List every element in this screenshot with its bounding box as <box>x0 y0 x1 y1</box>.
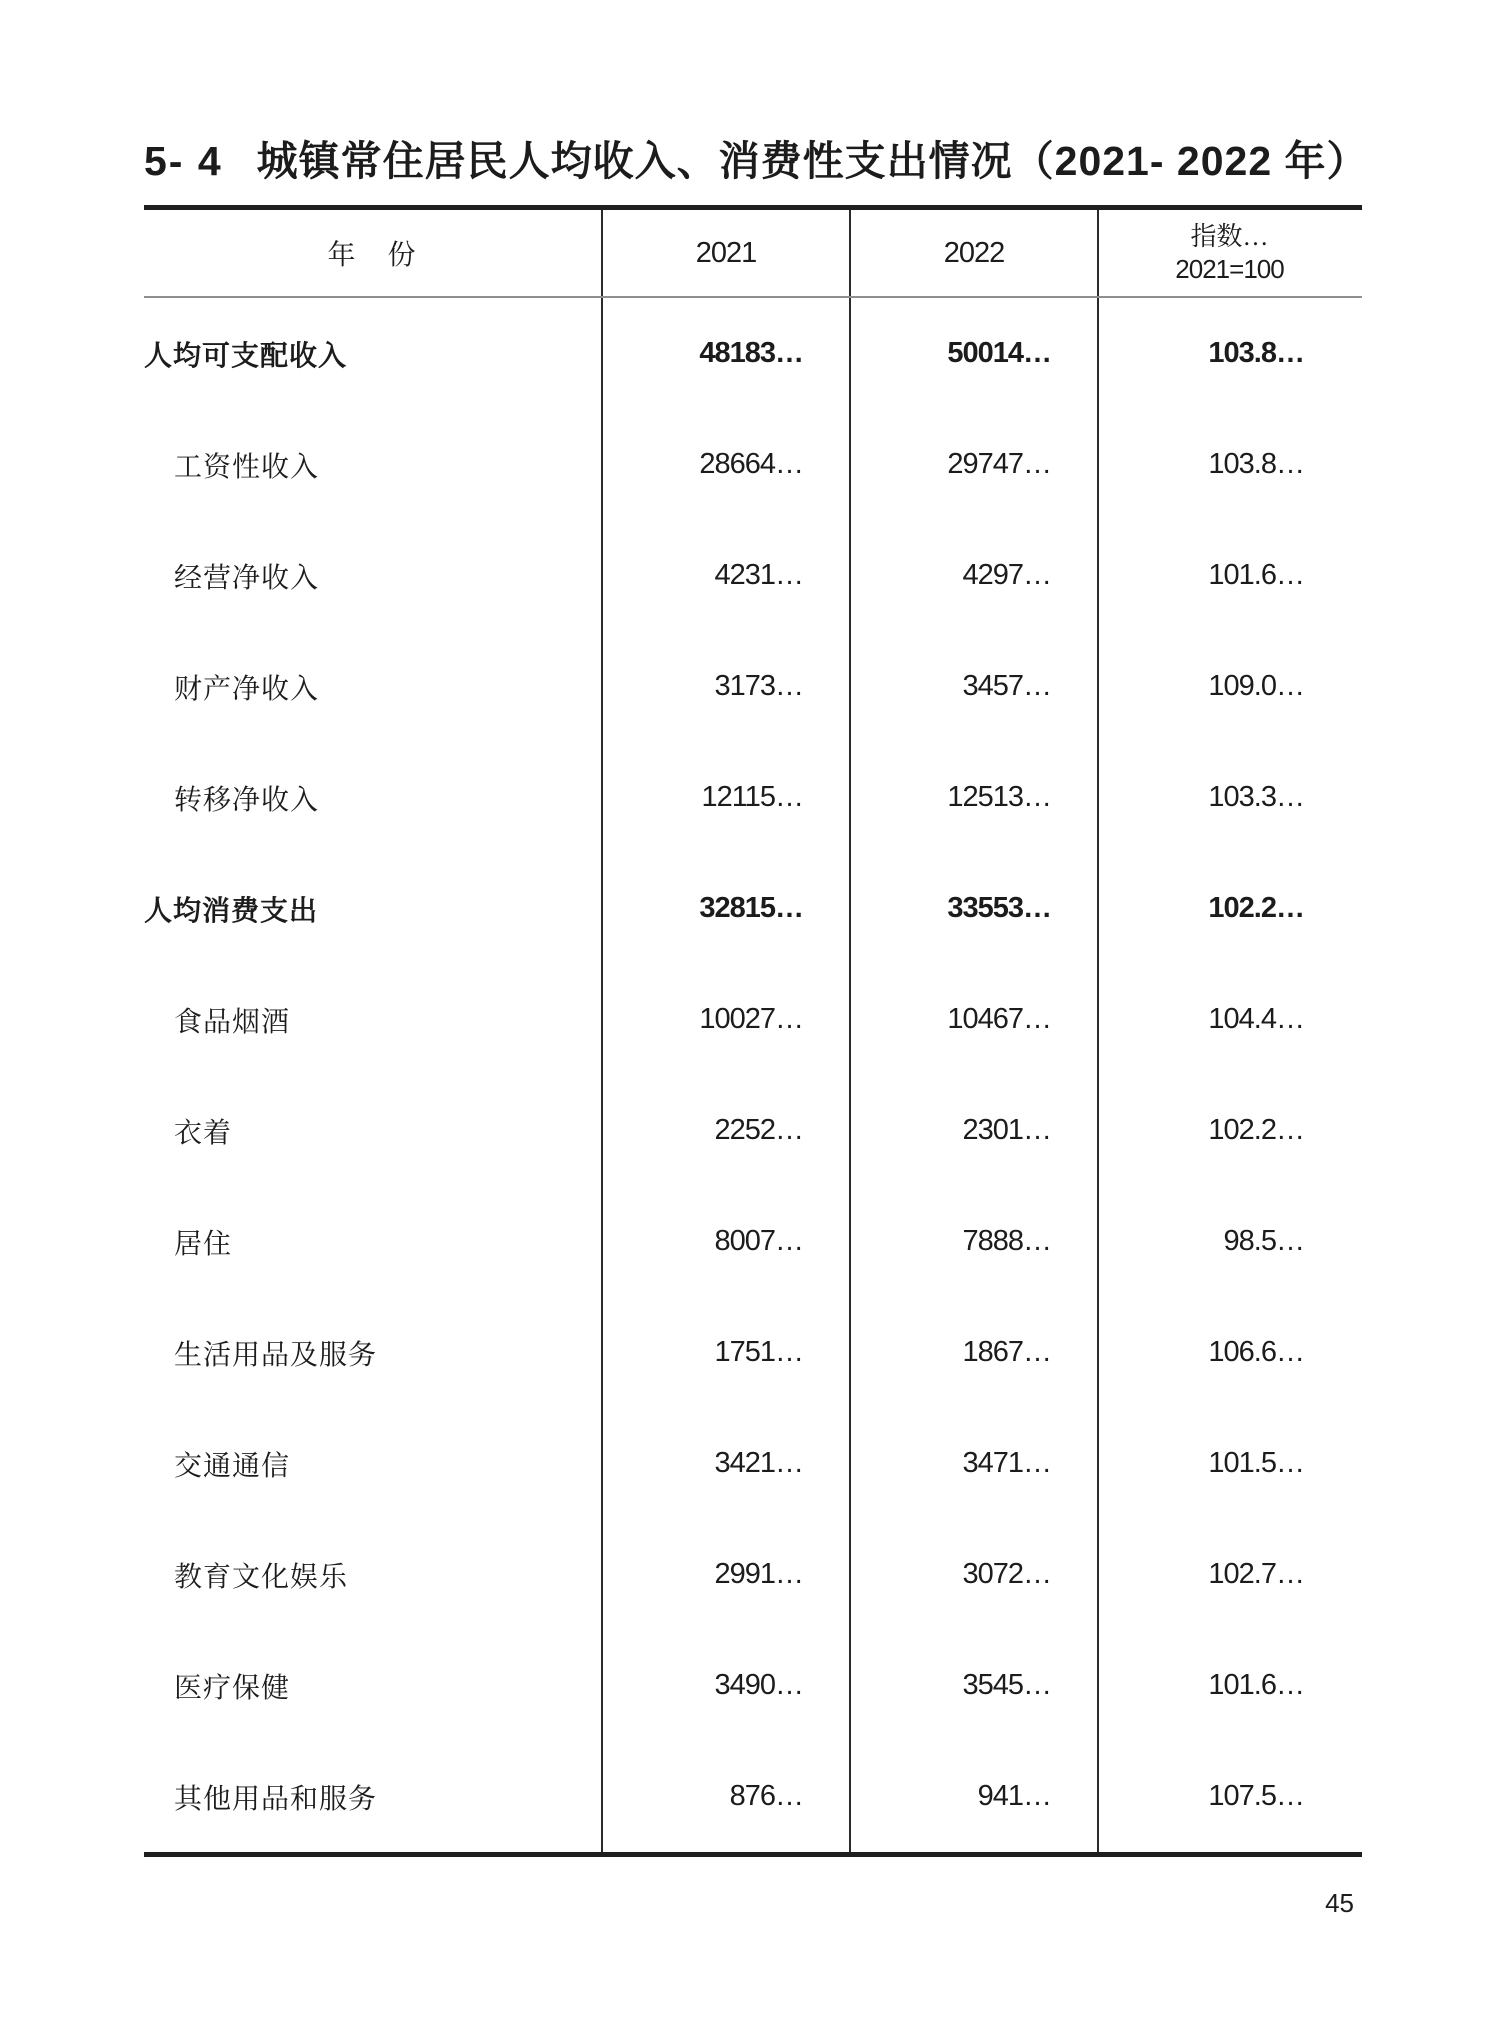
header-index-label <box>1175 221 1283 285</box>
value-2021: 1751… <box>714 1336 803 1368</box>
page-title <box>144 138 1369 184</box>
value-2022: 1867… <box>962 1336 1051 1368</box>
value-2022: 29747… <box>947 448 1051 480</box>
table-row <box>144 409 1362 520</box>
table-row <box>144 1408 1362 1519</box>
table-row <box>144 742 1362 853</box>
table-row <box>144 1186 1362 1297</box>
row-label: 生活用品及服务 <box>174 1339 378 1371</box>
header-index-line2: 2021=100 <box>1175 254 1284 284</box>
row-label: 医疗保健 <box>174 1672 291 1704</box>
row-label: 食品烟酒 <box>174 1006 291 1038</box>
statistics-table <box>144 205 1362 1857</box>
header-year-label: 年 份 <box>327 240 418 271</box>
value-2021: 3173… <box>714 670 803 702</box>
table-number: 5- 4 <box>144 138 223 184</box>
row-label: 教育文化娱乐 <box>174 1561 349 1593</box>
page-number: 45 <box>1325 1888 1354 1918</box>
table-row <box>144 853 1362 964</box>
value-2021: 3421… <box>714 1447 803 1479</box>
value-2021: 12115… <box>701 781 803 813</box>
value-index: 101.6… <box>1208 559 1304 591</box>
table-row <box>144 1741 1362 1852</box>
value-2022: 2301… <box>962 1114 1051 1146</box>
value-2022: 3457… <box>962 670 1051 702</box>
value-2022: 941… <box>977 1780 1051 1812</box>
row-label: 交通通信 <box>174 1450 291 1482</box>
header-index-line1: 指数… <box>1190 222 1269 251</box>
value-2021: 48183… <box>699 337 803 369</box>
value-index: 107.5… <box>1208 1780 1304 1812</box>
header-2021-cell <box>601 210 849 296</box>
header-2021-label: 2021 <box>695 236 757 269</box>
table-header-row <box>144 210 1362 298</box>
value-index: 98.5… <box>1223 1225 1304 1257</box>
value-2022: 12513… <box>947 781 1051 813</box>
table-row <box>144 1519 1362 1630</box>
value-index: 102.7… <box>1208 1558 1304 1590</box>
value-2021: 8007… <box>714 1225 803 1257</box>
row-label: 人均可支配收入 <box>144 339 348 371</box>
value-2021: 10027… <box>699 1003 803 1035</box>
row-label: 衣着 <box>174 1117 233 1149</box>
table-row <box>144 298 1362 409</box>
value-index: 101.5… <box>1208 1447 1304 1479</box>
value-2022: 33553… <box>947 892 1051 924</box>
value-2022: 7888… <box>962 1225 1051 1257</box>
table-row <box>144 631 1362 742</box>
table-row <box>144 520 1362 631</box>
value-index: 106.6… <box>1208 1336 1304 1368</box>
table-row <box>144 1297 1362 1408</box>
value-2021: 3490… <box>714 1669 803 1701</box>
table-body <box>144 298 1362 1852</box>
value-index: 104.4… <box>1208 1003 1304 1035</box>
table-row <box>144 1630 1362 1741</box>
table-row <box>144 1075 1362 1186</box>
value-index: 102.2… <box>1208 1114 1304 1146</box>
value-index: 103.3… <box>1208 781 1304 813</box>
value-2021: 32815… <box>699 892 803 924</box>
header-index-cell <box>1097 210 1360 296</box>
header-2022-cell <box>849 210 1097 296</box>
header-2022-label: 2022 <box>943 236 1005 269</box>
value-2022: 3545… <box>962 1669 1051 1701</box>
row-label: 居住 <box>174 1228 233 1260</box>
value-index: 109.0… <box>1208 670 1304 702</box>
value-2022: 3072… <box>962 1558 1051 1590</box>
table-title-text: 城镇常住居民人均收入、消费性支出情况（2021- 2022 年） <box>256 138 1369 184</box>
page-content <box>144 138 1369 1857</box>
value-2022: 10467… <box>947 1003 1051 1035</box>
header-year-cell <box>144 210 601 296</box>
row-label: 人均消费支出 <box>144 894 319 926</box>
row-label: 财产净收入 <box>174 673 320 705</box>
value-2021: 876… <box>729 1780 803 1812</box>
value-index: 103.8… <box>1208 337 1304 369</box>
value-2022: 50014… <box>947 337 1051 369</box>
value-2021: 2991… <box>714 1558 803 1590</box>
row-label: 其他用品和服务 <box>174 1783 378 1815</box>
value-2021: 28664… <box>699 448 803 480</box>
value-index: 101.6… <box>1208 1669 1304 1701</box>
row-label: 转移净收入 <box>174 784 320 816</box>
value-2022: 3471… <box>962 1447 1051 1479</box>
table-row <box>144 964 1362 1075</box>
value-index: 103.8… <box>1208 448 1304 480</box>
value-2022: 4297… <box>962 559 1051 591</box>
row-label: 工资性收入 <box>174 451 320 483</box>
row-label: 经营净收入 <box>174 562 320 594</box>
value-2021: 4231… <box>714 559 803 591</box>
value-2021: 2252… <box>714 1114 803 1146</box>
value-index: 102.2… <box>1208 892 1304 924</box>
